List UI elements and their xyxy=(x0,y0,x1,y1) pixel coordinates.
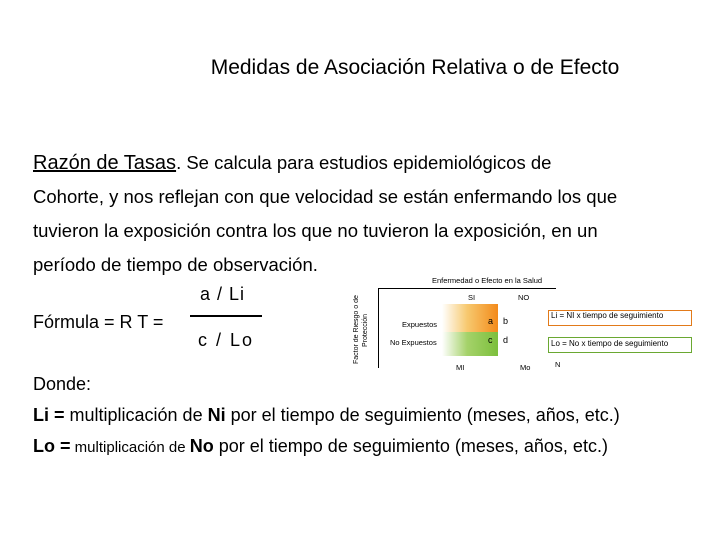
fraction-line xyxy=(190,315,262,317)
formula-denominator: c / Lo xyxy=(198,330,255,350)
total-mo: Mo xyxy=(520,363,531,372)
definition-lo xyxy=(33,436,608,457)
paragraph-line4: período de tiempo de observación. xyxy=(33,254,318,275)
diagram-row-unexposed: No Expuestos xyxy=(390,338,437,347)
diagram-frame-top xyxy=(378,288,556,289)
formula-label: Fórmula = R T = xyxy=(33,312,164,332)
definition-li-var: Ni xyxy=(207,405,226,425)
diagram-col-si: SI xyxy=(468,293,476,302)
li-formula: Li = NI x tiempo de seguimiento xyxy=(551,311,664,320)
lo-formula: Lo = No x tiempo de seguimiento xyxy=(551,339,669,348)
diagram-col-no: NO xyxy=(518,293,530,302)
cell-d-label: d xyxy=(503,335,509,345)
diagram-y-label: Factor de Riesgo o de Protección xyxy=(353,295,369,365)
definition-li-text1: multiplicación de xyxy=(64,405,208,425)
paragraph-line1: . Se calcula para estudios epidemiológicos de xyxy=(176,152,552,173)
definition-li xyxy=(33,405,620,426)
definition-lo-term: Lo = xyxy=(33,436,71,456)
cell-a-label: a xyxy=(488,316,494,326)
slide-title: Medidas de Asociación Relativa o de Efecto xyxy=(210,56,620,79)
total-n: N xyxy=(555,360,561,369)
definition-lo-text2: por el tiempo de seguimiento (meses, años, etc.) xyxy=(213,436,608,456)
cell-c-label: c xyxy=(488,335,493,345)
paragraph-line2: Cohorte, y nos reflejan con que velocidad se están enfermando los que xyxy=(33,186,618,207)
diagram-frame-left xyxy=(378,288,379,368)
formula-numerator: a / Li xyxy=(200,284,246,304)
description-paragraph xyxy=(33,146,693,282)
total-mi: MI xyxy=(456,363,465,372)
term-razon-de-tasas: Razón de Tasas xyxy=(33,152,177,174)
diagram-top-label: Enfermedad o Efecto en la Salud xyxy=(432,276,543,285)
cell-b-label: b xyxy=(503,316,509,326)
donde-label: Donde: xyxy=(33,374,92,394)
definition-li-text2: por el tiempo de seguimiento (meses, años, etc.) xyxy=(225,405,620,425)
paragraph-line3: tuvieron la exposición contra los que no tuvieron la exposición, en un xyxy=(33,220,598,241)
definition-lo-text1: multiplicación de xyxy=(70,439,190,456)
diagram-row-exposed: Expuestos xyxy=(402,320,438,329)
definition-lo-var: No xyxy=(189,436,214,456)
definition-li-term: Li = xyxy=(33,405,65,425)
